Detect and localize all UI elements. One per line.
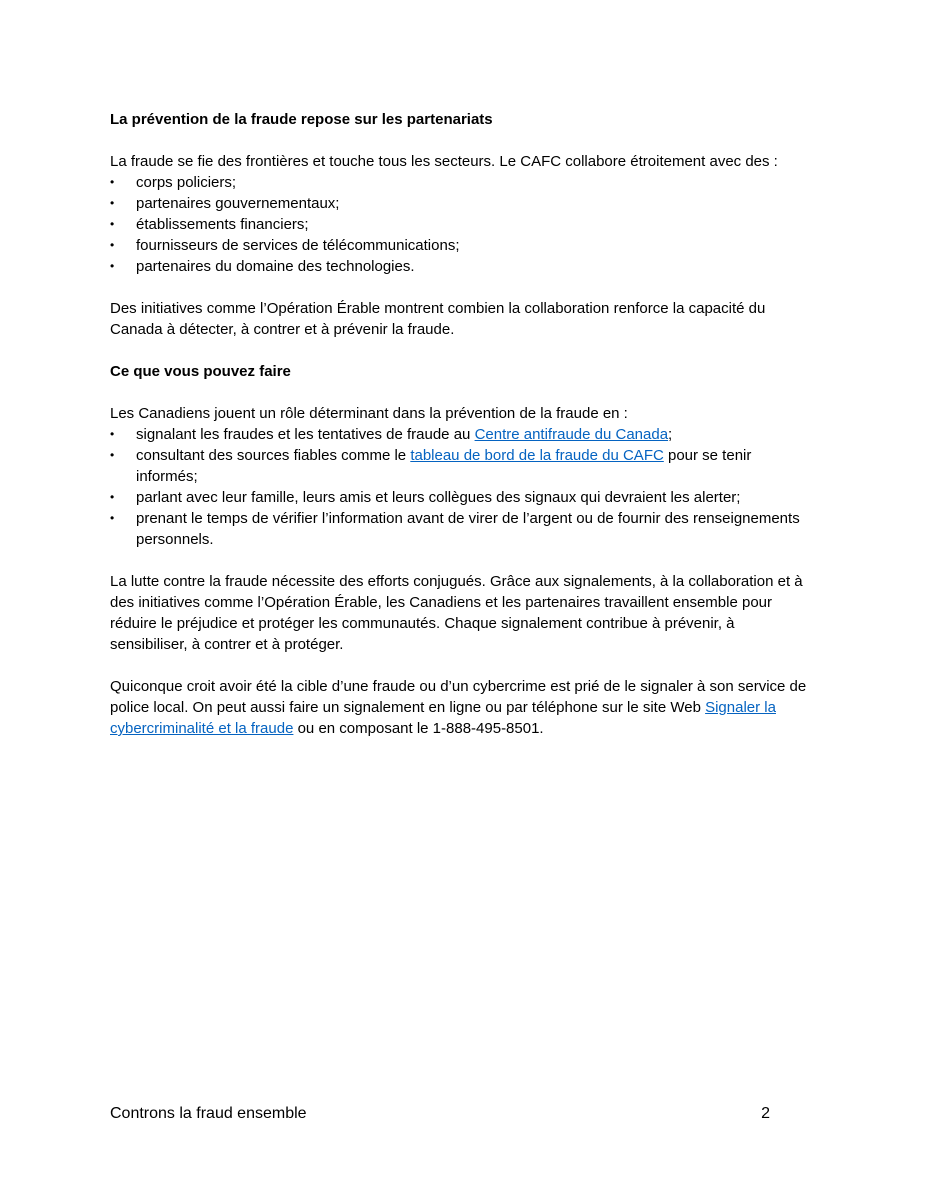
list-item-text: parlant avec leur famille, leurs amis et leurs collègues des signaux qui devraient les alerter; [136, 489, 741, 506]
bullet-icon: • [110, 490, 115, 504]
reporting-text: Quiconque croit avoir été la cible d’une fraude ou d’un cybercrime est prié de le signaler à son service de police local. On peut aussi faire un signalement en ligne ou par téléphone sur le site Web [110, 678, 807, 716]
list-item-text: corps policiers; [136, 174, 237, 191]
document-body [110, 109, 816, 760]
actions-intro: Les Canadiens jouent un rôle déterminant dans la prévention de la fraude en : [110, 405, 628, 422]
list-item-text-suffix: ; [668, 426, 673, 443]
list-item-text: signalant les fraudes et les tentatives de fraude au [136, 426, 475, 443]
list-item-text: établissements financiers; [136, 216, 309, 233]
list-item-text: partenaires du domaine des technologies. [136, 258, 415, 275]
list-item [110, 487, 816, 508]
list-item-text: prenant le temps de vérifier l’information avant de virer de l’argent ou de fournir des renseignements personnels. [136, 510, 800, 548]
list-item [110, 193, 816, 214]
collaboration-paragraph: La lutte contre la fraude nécessite des efforts conjugués. Grâce aux signalements, à la collaboration et à des initiatives comme l’Opération Érable, les Canadiens et les partenaires travaillent ensemble pour réduire le préjudice et protéger les communautés. Chaque signalement contribue à prévenir, à sensibiliser, à contrer et à protéger. [110, 573, 803, 653]
list-item [110, 508, 816, 550]
bullet-icon: • [110, 196, 115, 210]
link-fraud-dashboard[interactable]: tableau de bord de la fraude du CAFC [410, 447, 664, 464]
list-item-text: fournisseurs de services de télécommunications; [136, 237, 460, 254]
link-report-cybercrime[interactable]: Signaler la cybercriminalité et la fraude [110, 699, 776, 737]
bullet-icon: • [110, 511, 115, 525]
bullet-icon: • [110, 238, 115, 252]
partners-list [110, 172, 816, 277]
section-heading-partnerships: La prévention de la fraude repose sur les partenariats [110, 111, 493, 128]
list-item-text: consultant des sources fiables comme le [136, 447, 411, 464]
reporting-paragraph [110, 676, 816, 739]
page-number: 2 [761, 1105, 770, 1122]
list-item [110, 235, 816, 256]
actions-list [110, 424, 816, 550]
list-item [110, 256, 816, 277]
list-item-text: partenaires gouvernementaux; [136, 195, 340, 212]
link-centre-antifraude[interactable]: Centre antifraude du Canada [474, 426, 669, 443]
partnerships-closing: Des initiatives comme l’Opération Érable montrent combien la collaboration renforce la capacité du Canada à détecter, à contrer et à prévenir la fraude. [110, 300, 766, 338]
bullet-icon: • [110, 175, 115, 189]
section-heading-what-you-can-do: Ce que vous pouvez faire [110, 363, 291, 380]
reporting-text-suffix: ou en composant le 1-888-495-8501. [293, 720, 544, 737]
bullet-icon: • [110, 217, 115, 231]
bullet-icon: • [110, 448, 115, 462]
bullet-icon: • [110, 427, 115, 441]
list-item-text-suffix: pour se tenir informés; [136, 447, 752, 485]
bullet-icon: • [110, 259, 115, 273]
list-item [110, 214, 816, 235]
partnerships-intro: La fraude se fie des frontières et touche tous les secteurs. Le CAFC collabore étroitement avec des : [110, 153, 778, 170]
footer-title: Controns la fraud ensemble [110, 1105, 307, 1122]
list-item [110, 424, 816, 445]
list-item [110, 445, 816, 487]
list-item [110, 172, 816, 193]
